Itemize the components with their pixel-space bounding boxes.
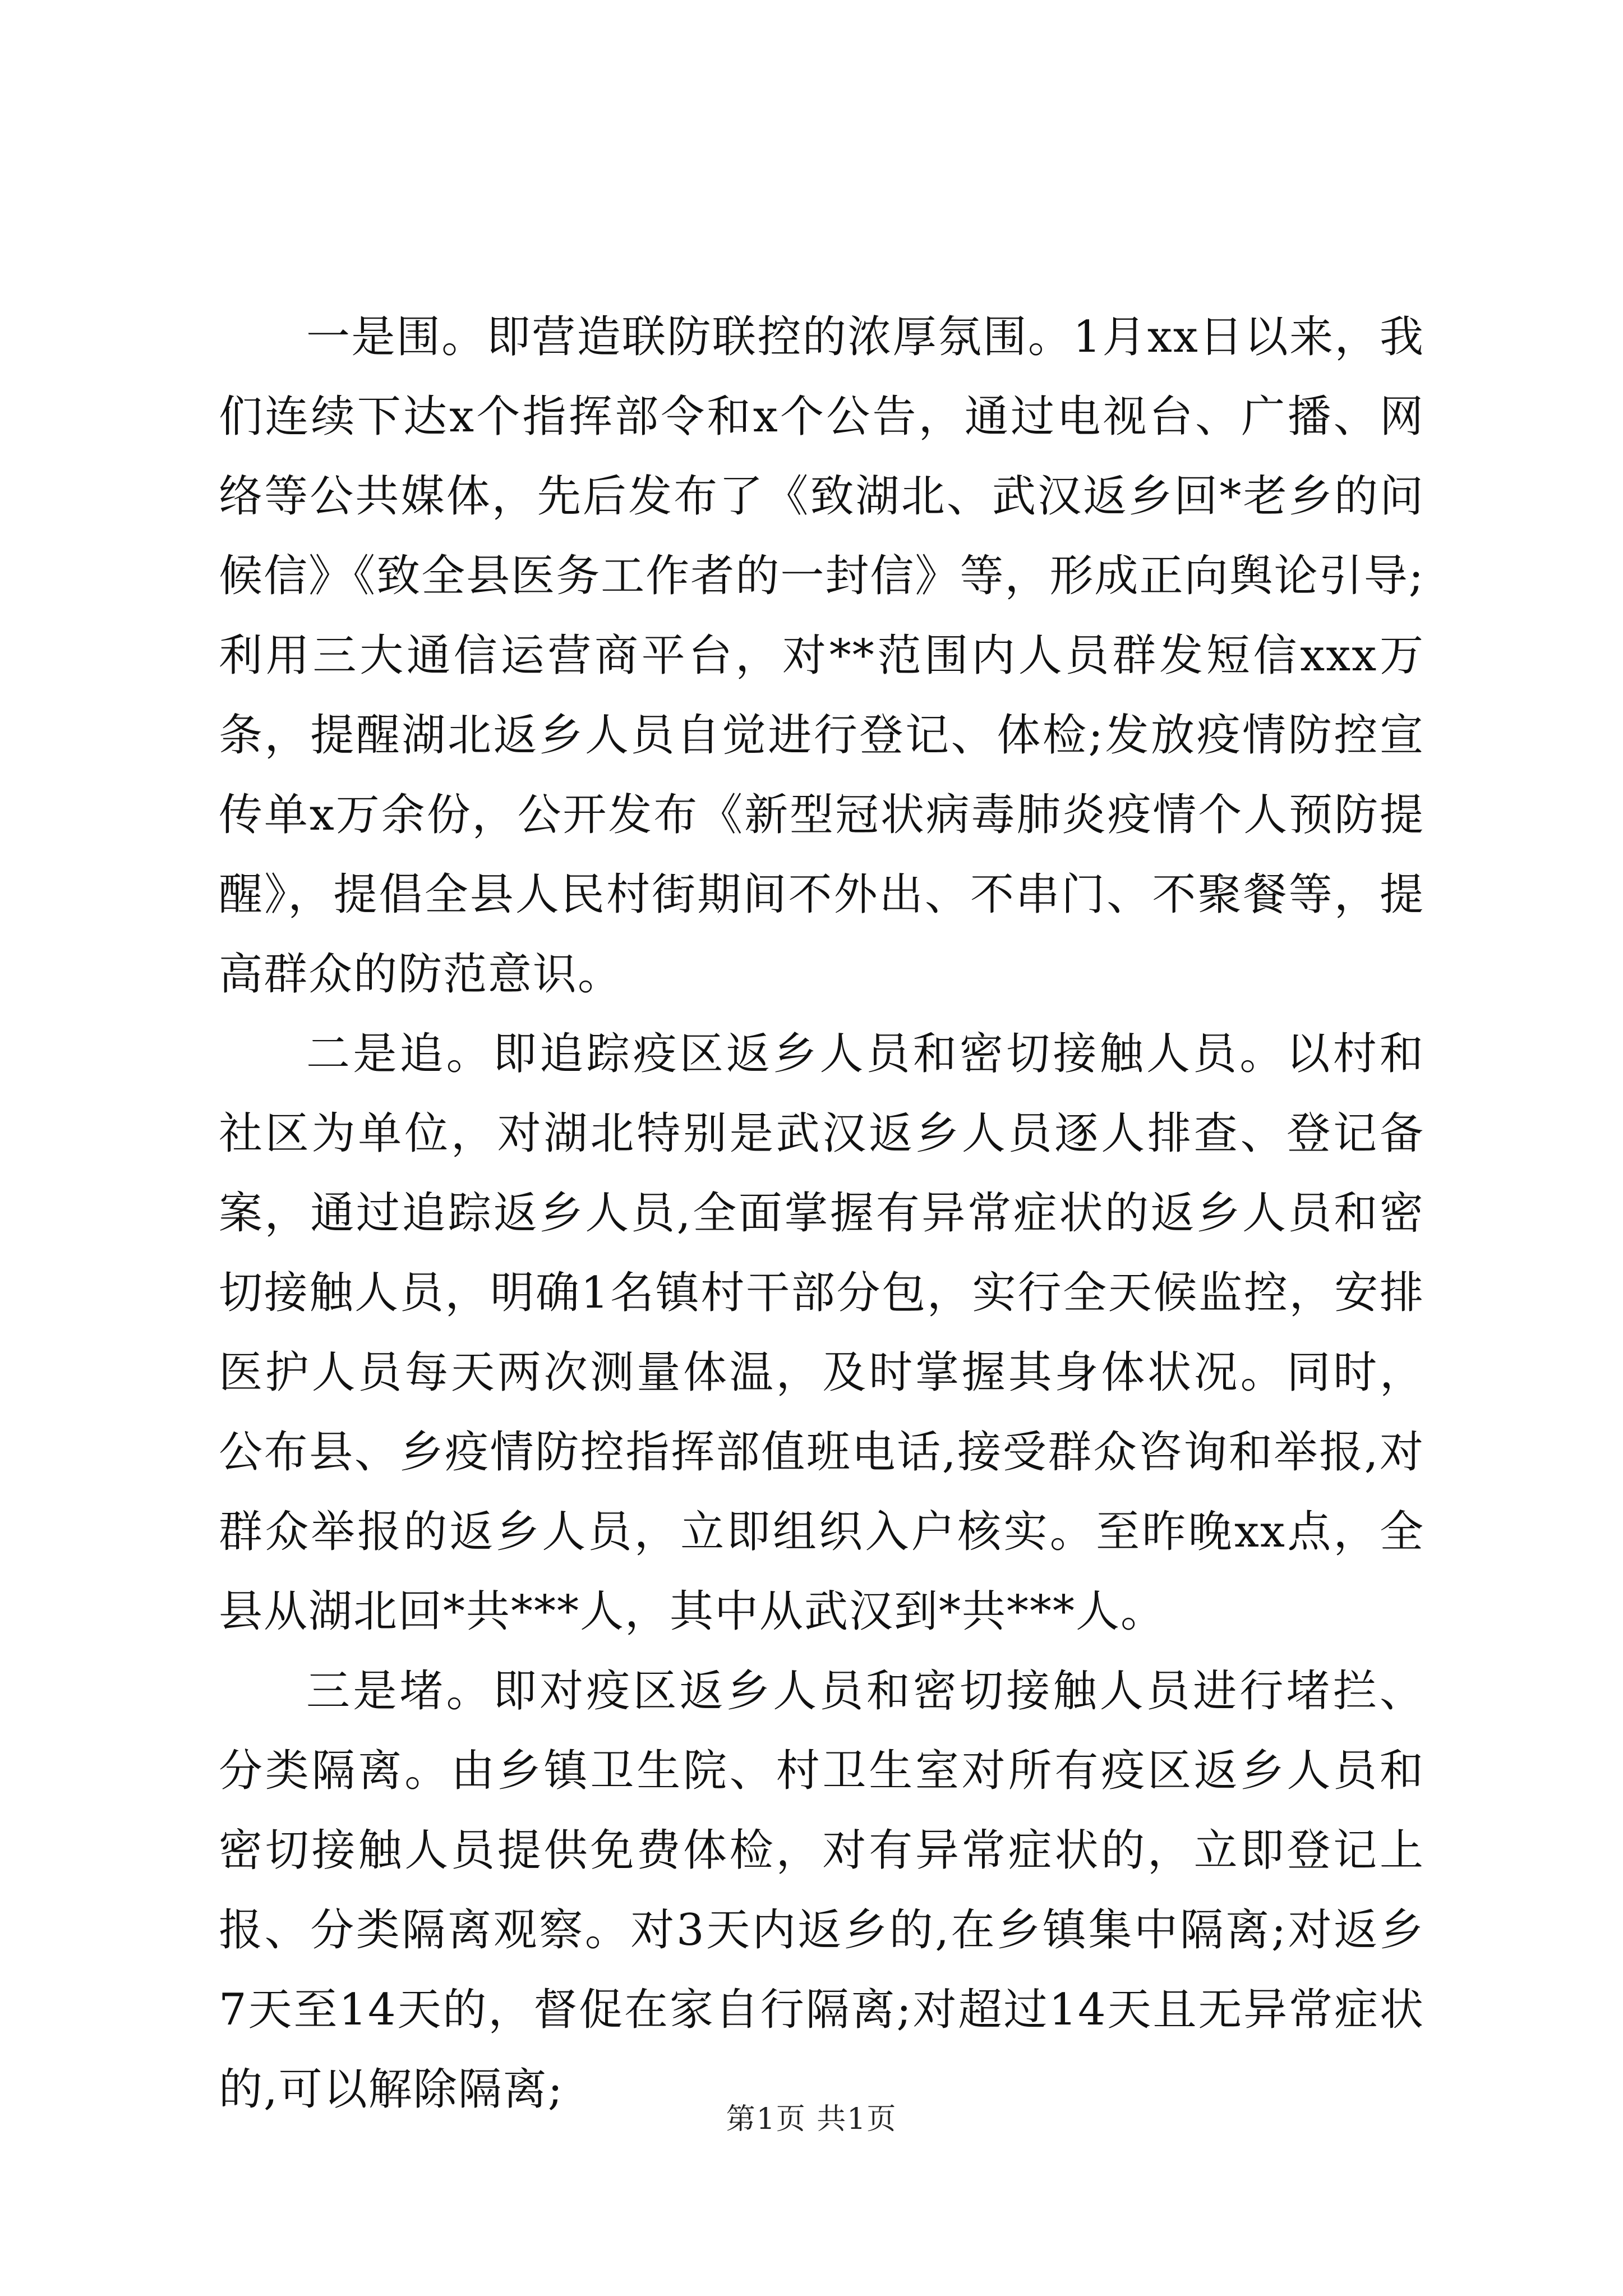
paragraph-wei: 一是围。即营造联防联控的浓厚氛围。1月xx日以来，我们连续下达x个指挥部令和x个公告，通过电视台、广播、网络等公共媒体，先后发布了《致湖北、武汉返乡回*老乡的问候信》《致全县医务工作者的一封信》等，形成正向舆论引导;利用三大通信运营商平台，对**范围内人员群发短信xxx万条，提醒湖北返乡人员自觉进行登记、体检;发放疫情防控宣传单x万余份，公开发布《新型冠状病毒肺炎疫情个人预防提醒》，提倡全县人民村街期间不外出、不串门、不聚餐等，提高群众的防范意识。 [219,312,1424,1000]
paragraph-du: 三是堵。即对疫区返乡人员和密切接触人员进行堵拦、分类隔离。由乡镇卫生院、村卫生室对所有疫区返乡人员和密切接触人员提供免费体检，对有异常症状的，立即登记上报、分类隔离观察。对3天内返乡的,在乡镇集中隔离;对返乡7天至14天的，督促在家自行隔离;对超过14天且无异常症状的,可以解除隔离; [219,1666,1424,2115]
page-number-footer: 第1页 共1页 [726,2102,897,2136]
paragraph-zhui: 二是追。即追踪疫区返乡人员和密切接触人员。以村和社区为单位，对湖北特别是武汉返乡人员逐人排查、登记备案，通过追踪返乡人员,全面掌握有异常症状的返乡人员和密切接触人员，明确1名镇村干部分包，实行全天候监控，安排医护人员每天两次测量体温，及时掌握其身体状况。同时，公布县、乡疫情防控指挥部值班电话,接受群众咨询和举报,对群众举报的返乡人员，立即组织入户核实。至昨晚xx点，全县从湖北回*共***人，其中从武汉到*共***人。 [219,1029,1424,1637]
document-body [219,297,1424,2129]
